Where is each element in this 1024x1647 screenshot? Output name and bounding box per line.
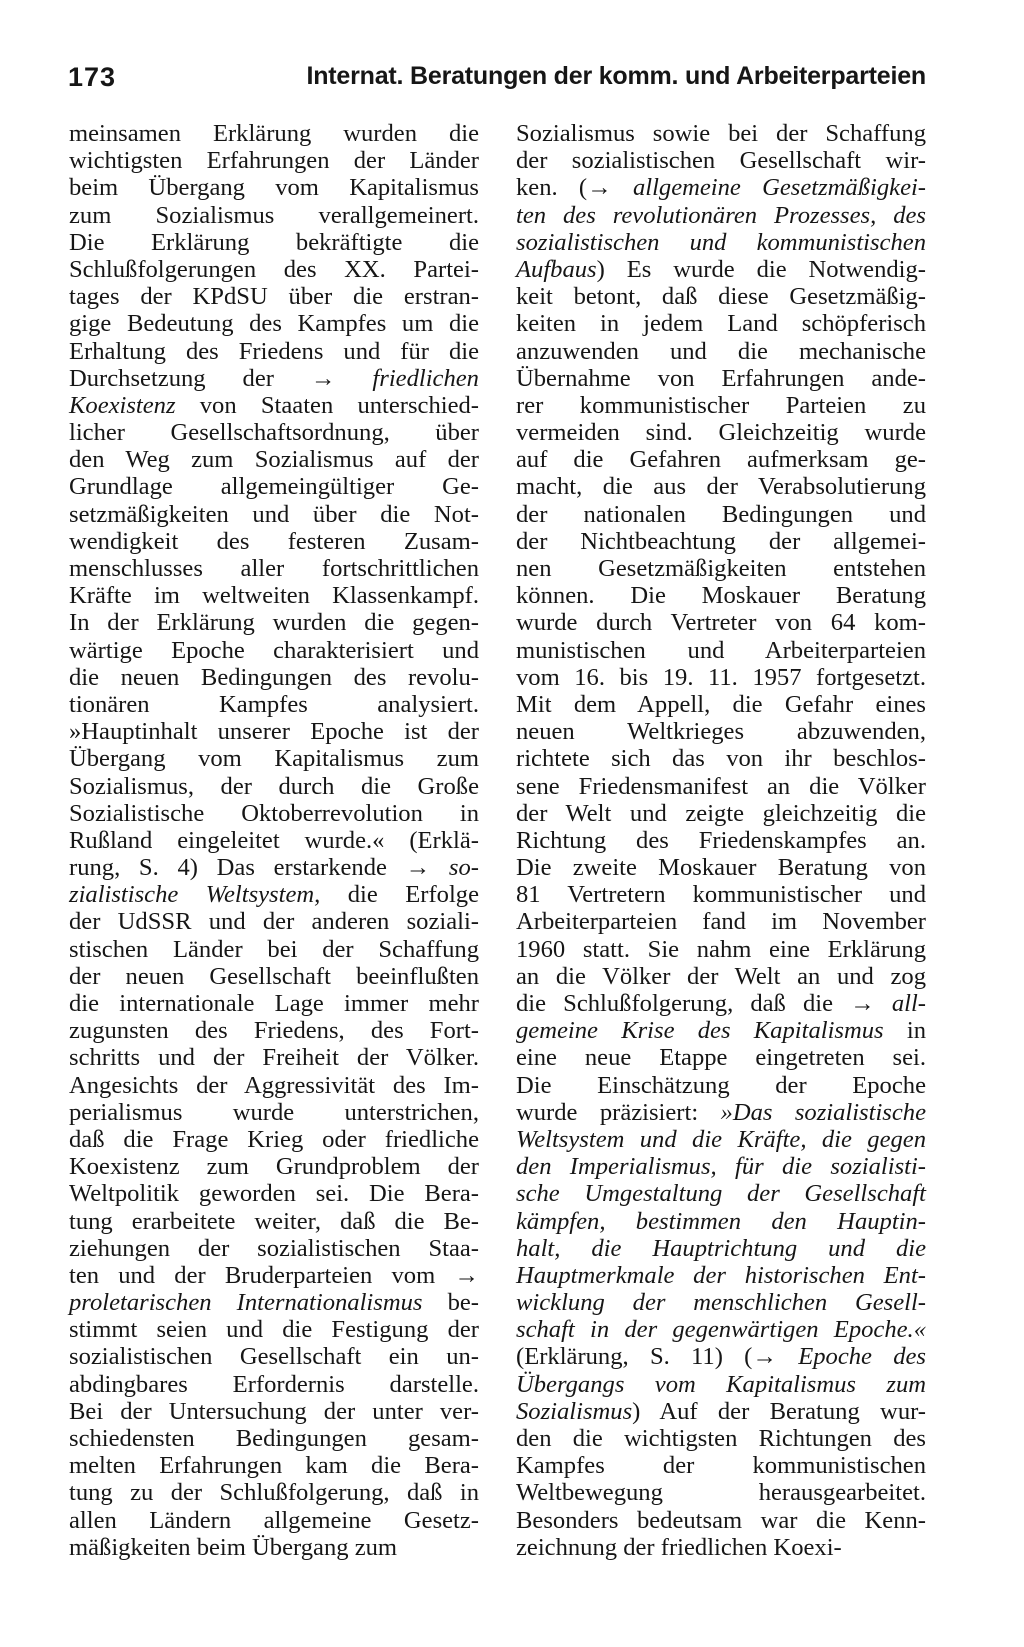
text-line [516, 745, 926, 772]
text-line [69, 338, 479, 365]
text-line [516, 528, 926, 555]
text-line [69, 1425, 479, 1452]
text-segment: der sozialistischen Gesellschaft wir- [516, 147, 926, 175]
text-line [69, 990, 479, 1017]
text-line [516, 609, 926, 636]
text-segment: Weltbewegung herausgearbeitet. [516, 1479, 926, 1507]
text-line [69, 963, 479, 990]
text-segment: Kräfte im weltweiten Klassenkampf. [69, 582, 479, 610]
italic-term: wicklung der menschlichen Gesell- [516, 1289, 926, 1317]
italic-term: »Das sozialistische [720, 1098, 926, 1126]
italic-term: Übergangs vom Kapitalismus zum [516, 1370, 926, 1398]
text-segment: munistischen und Arbeiterparteien [516, 636, 926, 664]
text-line [516, 881, 926, 908]
italic-term: gemeine Krise des Kapitalismus [516, 1017, 884, 1045]
text-segment: »Hauptinhalt unserer Epoche ist der [69, 718, 479, 746]
italic-term: Hauptmerkmale der historischen Ent- [516, 1261, 926, 1289]
text-line [69, 419, 479, 446]
text-line [69, 691, 479, 718]
text-segment: meinsamen Erklärung wurden die [69, 120, 479, 147]
text-line [516, 963, 926, 990]
text-line [516, 1153, 926, 1180]
text-line [516, 1289, 926, 1316]
text-segment: der nationalen Bedingungen und [516, 500, 926, 528]
text-segment: der UdSSR und der anderen soziali- [69, 908, 479, 936]
text-segment: auf die Gefahren aufmerksam ge- [516, 446, 926, 474]
text-line [516, 990, 926, 1017]
text-column-right [516, 120, 926, 1561]
italic-term: Koexistenz [69, 391, 176, 419]
text-line [69, 501, 479, 528]
text-segment: schiedensten Bedingungen gesam- [69, 1425, 479, 1452]
text-line [516, 283, 926, 310]
text-segment: Durchsetzung der [69, 364, 311, 392]
text-segment: die neuen Bedingungen des revolu- [69, 663, 479, 691]
text-line [516, 338, 926, 365]
text-segment: Die Einschätzung der Epoche [516, 1071, 926, 1099]
running-head-title: Internat. Beratungen der komm. und Arbeiterparteien [306, 62, 926, 90]
text-line [69, 582, 479, 609]
text-segment: stischen Länder bei der Schaffung [69, 935, 479, 963]
text-line [516, 718, 926, 745]
text-segment: anzuwenden und die mechanische [516, 337, 926, 365]
text-segment: Rußland eingeleitet wurde.« (Erklä- [69, 826, 479, 854]
text-line [69, 365, 479, 392]
text-line [69, 147, 479, 174]
cross-reference-arrow: → [405, 854, 431, 882]
cross-reference-arrow: → [587, 174, 612, 202]
text-line [516, 1180, 926, 1207]
text-segment: In der Erklärung wurden die gegen- [69, 609, 479, 637]
text-line [69, 1452, 479, 1479]
text-segment: Grundlage allgemeingültiger Ge- [69, 473, 479, 501]
text-line [69, 528, 479, 555]
text-segment: keit betont, daß diese Gesetzmäßig- [516, 283, 926, 311]
text-line [69, 555, 479, 582]
text-segment: der Nichtbeachtung der allgemei- [516, 527, 926, 555]
italic-term: kämpfen, bestimmen den Hauptin- [516, 1207, 926, 1235]
text-segment: setzmäßigkeiten und über die Not- [69, 500, 479, 528]
italic-term: so- [430, 854, 479, 882]
text-line [69, 1262, 479, 1289]
text-line [516, 664, 926, 691]
text-segment: ) Es wurde die Notwendig- [596, 255, 926, 283]
text-segment: eine neue Etappe eingetreten sei. [516, 1044, 926, 1072]
text-line [516, 582, 926, 609]
text-segment: Angesichts der Aggressivität des Im- [69, 1071, 479, 1099]
text-segment: gige Bedeutung des Kampfes um die [69, 310, 479, 338]
italic-term: sche Umgestaltung der Gesellschaft [516, 1180, 926, 1208]
italic-term: friedlichen [335, 364, 479, 392]
text-segment: Koexistenz zum Grundproblem der [69, 1153, 479, 1181]
text-line [516, 637, 926, 664]
text-line [69, 1208, 479, 1235]
text-segment: 81 Vertretern kommunistischer und [516, 881, 926, 909]
text-line [69, 1072, 479, 1099]
cross-reference-arrow: → [310, 364, 336, 392]
text-line [516, 1425, 926, 1452]
text-segment: Sozialismus sowie bei der Schaffung [516, 120, 926, 147]
text-segment: zum Sozialismus verallgemeinert. [69, 201, 479, 229]
text-line [69, 637, 479, 664]
text-line [69, 1180, 479, 1207]
text-line [516, 392, 926, 419]
text-segment: (Erklärung, S. 11) ( [516, 1343, 753, 1371]
text-line [516, 202, 926, 229]
text-segment: Richtung des Friedenskampfes an. [516, 826, 926, 854]
text-line [69, 446, 479, 473]
text-line [516, 936, 926, 963]
text-segment: Mit dem Appell, die Gefahr eines [516, 690, 926, 718]
text-line [516, 174, 926, 201]
text-segment: keiten in jedem Land schöpferisch [516, 310, 926, 338]
text-line [516, 1479, 926, 1506]
text-line [516, 310, 926, 337]
text-line [516, 446, 926, 473]
text-line [69, 174, 479, 201]
italic-term: Aufbaus [516, 255, 597, 283]
text-line [69, 881, 479, 908]
text-line [69, 718, 479, 745]
italic-term: schaft in der gegenwärtigen Epoche.« [516, 1316, 926, 1344]
cross-reference-arrow: → [850, 990, 875, 1017]
text-line [69, 664, 479, 691]
text-line [516, 501, 926, 528]
text-segment: 1960 statt. Sie nahm eine Erklärung [516, 935, 926, 963]
text-line [69, 1507, 479, 1534]
text-line [69, 202, 479, 229]
text-segment: der Welt und zeigte gleichzeitig die [516, 799, 926, 827]
text-segment: vermeiden sind. Gleichzeitig wurde [516, 419, 926, 447]
text-segment: den Weg zum Sozialismus auf der [69, 446, 479, 474]
text-segment: die Schlußfolgerung, daß die [516, 990, 851, 1017]
text-line [69, 1099, 479, 1126]
text-segment: Übergang vom Kapitalismus zum [69, 745, 479, 773]
text-segment: abdingbares Erfordernis darstelle. [69, 1370, 479, 1398]
text-segment: Bei der Untersuchung der unter ver- [69, 1397, 479, 1425]
text-line [69, 1044, 479, 1071]
text-line [69, 229, 479, 256]
text-line [69, 773, 479, 800]
text-line [516, 1235, 926, 1262]
text-line [516, 256, 926, 283]
text-segment: rer kommunistischer Parteien zu [516, 391, 926, 419]
text-segment: Weltpolitik geworden sei. Die Bera- [69, 1180, 479, 1208]
text-segment: allen Ländern allgemeine Gesetz- [69, 1506, 479, 1534]
text-line [516, 773, 926, 800]
text-segment: wurde durch Vertreter von 64 kom- [516, 609, 926, 637]
text-line [516, 1262, 926, 1289]
text-line [69, 392, 479, 419]
text-line [69, 936, 479, 963]
text-line [69, 1534, 479, 1561]
text-line [69, 1398, 479, 1425]
text-segment: wendigkeit des festeren Zusam- [69, 527, 479, 555]
text-segment: nen Gesetzmäßigkeiten entstehen [516, 555, 926, 582]
text-segment: Die Erklärung bekräftigte die [69, 228, 479, 256]
text-line [69, 1371, 479, 1398]
text-segment: Erhaltung des Friedens und für die [69, 337, 479, 365]
text-segment: zugunsten des Friedens, des Fort- [69, 1017, 479, 1045]
text-line [69, 1126, 479, 1153]
text-segment: wurde präzisiert: [516, 1098, 721, 1126]
text-line [516, 120, 926, 147]
cross-reference-arrow: → [752, 1343, 777, 1371]
text-line [516, 419, 926, 446]
text-line [69, 854, 479, 881]
text-segment: daß die Frage Krieg oder friedliche [69, 1125, 479, 1153]
text-segment: Besonders bedeutsam war die Kenn- [516, 1506, 926, 1534]
text-line [69, 1235, 479, 1262]
text-segment: licher Gesellschaftsordnung, über [69, 419, 479, 447]
page-header [68, 62, 926, 102]
text-line [69, 310, 479, 337]
text-segment: tages der KPdSU über die erstran- [69, 283, 479, 311]
text-line [516, 1017, 926, 1044]
text-segment: perialismus wurde unterstrichen, [69, 1098, 479, 1126]
text-line [69, 1017, 479, 1044]
text-segment: sozialistischen Gesellschaft ein un- [69, 1343, 479, 1371]
text-segment: vom 16. bis 19. 11. 1957 fortgesetzt. [516, 663, 926, 691]
text-segment: der neuen Gesellschaft beeinflußten [69, 962, 479, 990]
italic-term: allgemeine Gesetzmäßigkei- [611, 174, 927, 202]
text-line [69, 283, 479, 310]
italic-term: Weltsystem und die Kräfte, die gegen [516, 1125, 926, 1153]
text-segment: in [883, 1017, 926, 1045]
italic-term: Sozialismus [516, 1397, 633, 1425]
text-segment: wärtige Epoche charakterisiert und [69, 636, 479, 664]
text-line [69, 908, 479, 935]
text-line [516, 1507, 926, 1534]
italic-term: den Imperialismus, für die sozialisti- [516, 1153, 926, 1181]
text-line [69, 1316, 479, 1343]
text-line [69, 609, 479, 636]
text-line [516, 1398, 926, 1425]
text-line [516, 229, 926, 256]
text-segment: tung erarbeitete weiter, daß die Be- [69, 1207, 479, 1235]
text-line [69, 1479, 479, 1506]
text-line [516, 827, 926, 854]
italic-term: halt, die Hauptrichtung und die [516, 1234, 926, 1262]
italic-term: sozialistischen und kommunistischen [516, 228, 926, 256]
text-segment: Kampfes der kommunistischen [516, 1452, 926, 1480]
text-line [516, 1534, 926, 1561]
italic-term: proletarischen Internationalismus [69, 1289, 423, 1317]
text-line [516, 1099, 926, 1126]
text-line [69, 800, 479, 827]
text-segment: ten und der Bruderparteien vom [69, 1261, 455, 1289]
text-line [516, 1126, 926, 1153]
text-line [69, 120, 479, 147]
text-segment: zeichnung der friedlichen Koexi- [516, 1533, 842, 1561]
text-segment: von Staaten unterschied- [175, 391, 479, 419]
text-line [516, 908, 926, 935]
text-line [516, 691, 926, 718]
text-segment: Sozialismus, der durch die Große [69, 772, 479, 800]
text-line [516, 555, 926, 582]
text-line [69, 745, 479, 772]
text-line [516, 147, 926, 174]
text-segment: die Erfolge [320, 881, 479, 909]
text-segment: beim Übergang vom Kapitalismus [69, 174, 479, 202]
text-line [516, 1343, 926, 1370]
text-line [516, 854, 926, 881]
text-line [516, 800, 926, 827]
text-segment: wichtigsten Erfahrungen der Länder [69, 147, 479, 175]
cross-reference-arrow: → [454, 1261, 479, 1289]
text-column-left [69, 120, 479, 1561]
text-segment: tung zu der Schlußfolgerung, daß in [69, 1479, 479, 1507]
text-segment: neuen Weltkrieges abzuwenden, [516, 718, 926, 746]
text-segment: ) Auf der Beratung wur- [632, 1397, 926, 1425]
text-line [69, 827, 479, 854]
text-segment: stimmt seien und die Festigung der [69, 1316, 479, 1344]
text-line [516, 365, 926, 392]
text-segment: sene Friedensmanifest an die Völker [516, 772, 926, 800]
text-segment: Schlußfolgerungen des XX. Partei- [69, 255, 479, 283]
text-line [69, 256, 479, 283]
italic-term: ten des revolutionären Prozesses, des [516, 201, 926, 229]
text-segment: mäßigkeiten beim Übergang zum [69, 1533, 398, 1561]
text-segment: die internationale Lage immer mehr [69, 990, 479, 1017]
text-segment: macht, die aus der Verabsolutierung [516, 473, 926, 501]
text-segment: menschlusses aller fortschrittlichen [69, 555, 479, 582]
text-line [516, 1316, 926, 1343]
text-segment: können. Die Moskauer Beratung [516, 582, 926, 610]
text-line [69, 473, 479, 500]
text-line [69, 1343, 479, 1370]
text-segment: rung, S. 4) Das erstarkende [69, 854, 406, 882]
text-line [516, 473, 926, 500]
italic-term: Epoche des [776, 1343, 927, 1371]
text-line [516, 1452, 926, 1479]
text-line [69, 1289, 479, 1316]
text-segment: ken. ( [516, 174, 588, 202]
text-segment: be- [422, 1289, 479, 1317]
text-segment: an die Völker der Welt an und zog [516, 962, 926, 990]
text-segment: schritts und der Freiheit der Völker. [69, 1044, 479, 1072]
page-number: 173 [68, 62, 117, 92]
text-segment: ziehungen der sozialistischen Staa- [69, 1234, 479, 1262]
text-line [69, 1153, 479, 1180]
text-segment: den die wichtigsten Richtungen des [516, 1425, 926, 1452]
text-segment: Die zweite Moskauer Beratung von [516, 854, 926, 882]
text-line [516, 1371, 926, 1398]
text-segment: Arbeiterparteien fand im November [516, 908, 926, 936]
text-line [516, 1208, 926, 1235]
text-segment: richtete sich das von ihr beschlos- [516, 745, 926, 773]
text-segment: Übernahme von Erfahrungen ande- [516, 364, 926, 392]
text-line [516, 1072, 926, 1099]
text-segment: melten Erfahrungen kam die Bera- [69, 1452, 479, 1480]
text-segment: Sozialistische Oktoberrevolution in [69, 799, 479, 827]
text-line [516, 1044, 926, 1071]
italic-term: zialistische Weltsystem, [69, 881, 321, 909]
italic-term: all- [874, 990, 926, 1017]
text-segment: tionären Kampfes analysiert. [69, 690, 479, 718]
